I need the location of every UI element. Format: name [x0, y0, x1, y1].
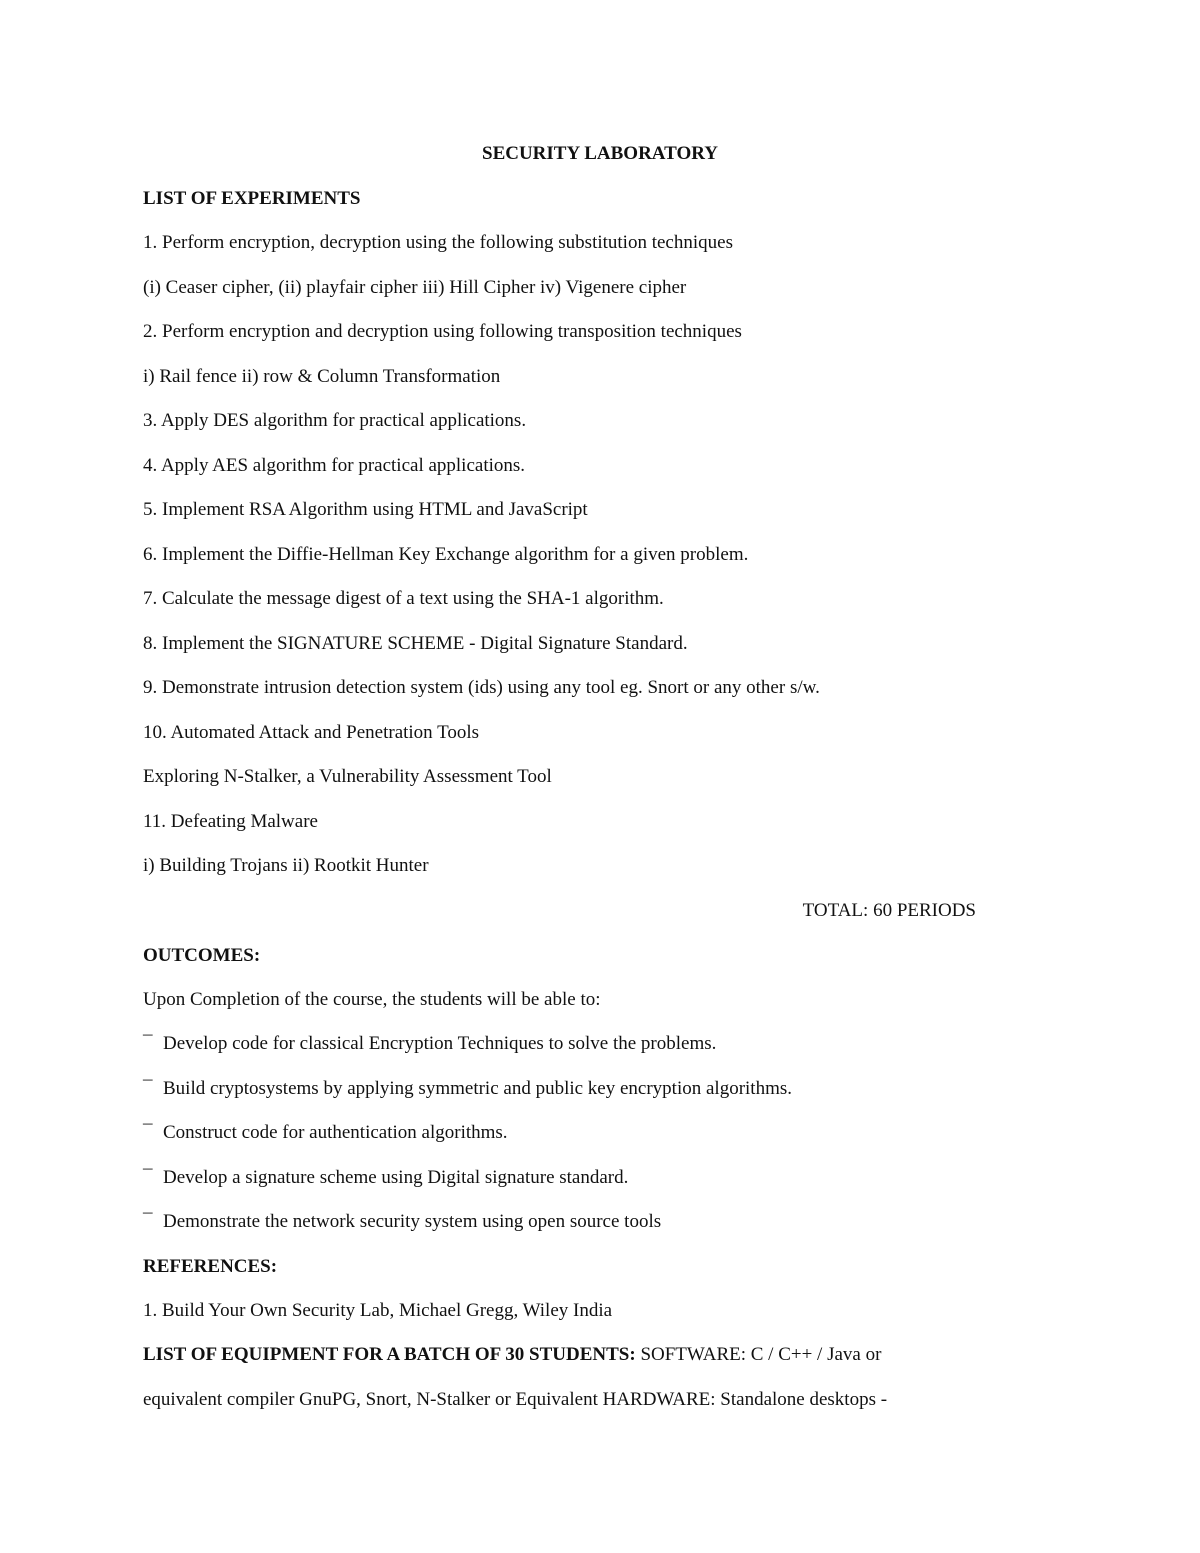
- references-heading: REFERENCES:: [143, 1256, 278, 1277]
- equipment-line-1: [143, 1343, 881, 1367]
- experiment-line: 7. Calculate the message digest of a text using the SHA-1 algorithm.: [143, 588, 664, 609]
- outcome-bullet: ¯: [143, 1033, 153, 1054]
- outcome-bullet: ¯: [143, 1078, 153, 1099]
- equipment-software: SOFTWARE: C / C++ / Java or: [640, 1344, 882, 1365]
- outcome-text: Develop a signature scheme using Digital signature standard.: [163, 1167, 629, 1188]
- experiment-line: 10. Automated Attack and Penetration Tools: [143, 722, 480, 743]
- total-periods: TOTAL: 60 PERIODS: [802, 900, 976, 921]
- experiment-line: 6. Implement the Diffie-Hellman Key Exchange algorithm for a given problem.: [143, 544, 749, 565]
- outcome-text: Develop code for classical Encryption Techniques to solve the problems.: [163, 1033, 717, 1054]
- experiment-line: i) Rail fence ii) row & Column Transformation: [143, 366, 501, 387]
- equipment-heading: LIST OF EQUIPMENT FOR A BATCH OF 30 STUDENTS:: [143, 1344, 636, 1365]
- experiment-line: 9. Demonstrate intrusion detection system (ids) using any tool eg. Snort or any other s/w.: [143, 677, 820, 698]
- experiment-line: 2. Perform encryption and decryption using following transposition techniques: [143, 321, 742, 342]
- outcomes-intro: Upon Completion of the course, the students will be able to:: [143, 989, 601, 1010]
- outcome-text: Build cryptosystems by applying symmetric and public key encryption algorithms.: [163, 1078, 793, 1099]
- page-title: SECURITY LABORATORY: [482, 143, 718, 164]
- experiment-line: 4. Apply AES algorithm for practical applications.: [143, 455, 526, 476]
- outcome-bullet: ¯: [143, 1167, 153, 1188]
- outcomes-heading: OUTCOMES:: [143, 945, 261, 966]
- outcome-item: [143, 1121, 508, 1145]
- experiment-line: 3. Apply DES algorithm for practical applications.: [143, 410, 527, 431]
- outcome-bullet: ¯: [143, 1122, 153, 1143]
- experiment-line: Exploring N-Stalker, a Vulnerability Assessment Tool: [143, 766, 552, 787]
- experiment-line: 1. Perform encryption, decryption using the following substitution techniques: [143, 232, 733, 253]
- outcome-item: [143, 1077, 792, 1101]
- outcome-item: [143, 1166, 628, 1190]
- experiment-line: 11. Defeating Malware: [143, 811, 318, 832]
- experiment-line: (i) Ceaser cipher, (ii) playfair cipher iii) Hill Cipher iv) Vigenere cipher: [143, 277, 687, 298]
- experiment-line: 5. Implement RSA Algorithm using HTML and JavaScript: [143, 499, 588, 520]
- experiment-line: 8. Implement the SIGNATURE SCHEME - Digital Signature Standard.: [143, 633, 688, 654]
- outcome-item: [143, 1210, 661, 1234]
- outcome-text: Demonstrate the network security system using open source tools: [163, 1211, 662, 1232]
- outcome-bullet: ¯: [143, 1211, 153, 1232]
- outcome-text: Construct code for authentication algorithms.: [163, 1122, 508, 1143]
- experiments-heading: LIST OF EXPERIMENTS: [143, 188, 361, 209]
- reference-item: 1. Build Your Own Security Lab, Michael Gregg, Wiley India: [143, 1300, 613, 1321]
- experiment-line: i) Building Trojans ii) Rootkit Hunter: [143, 855, 429, 876]
- outcome-item: [143, 1032, 716, 1056]
- equipment-line-2: equivalent compiler GnuPG, Snort, N-Stalker or Equivalent HARDWARE: Standalone desktops -: [143, 1389, 888, 1410]
